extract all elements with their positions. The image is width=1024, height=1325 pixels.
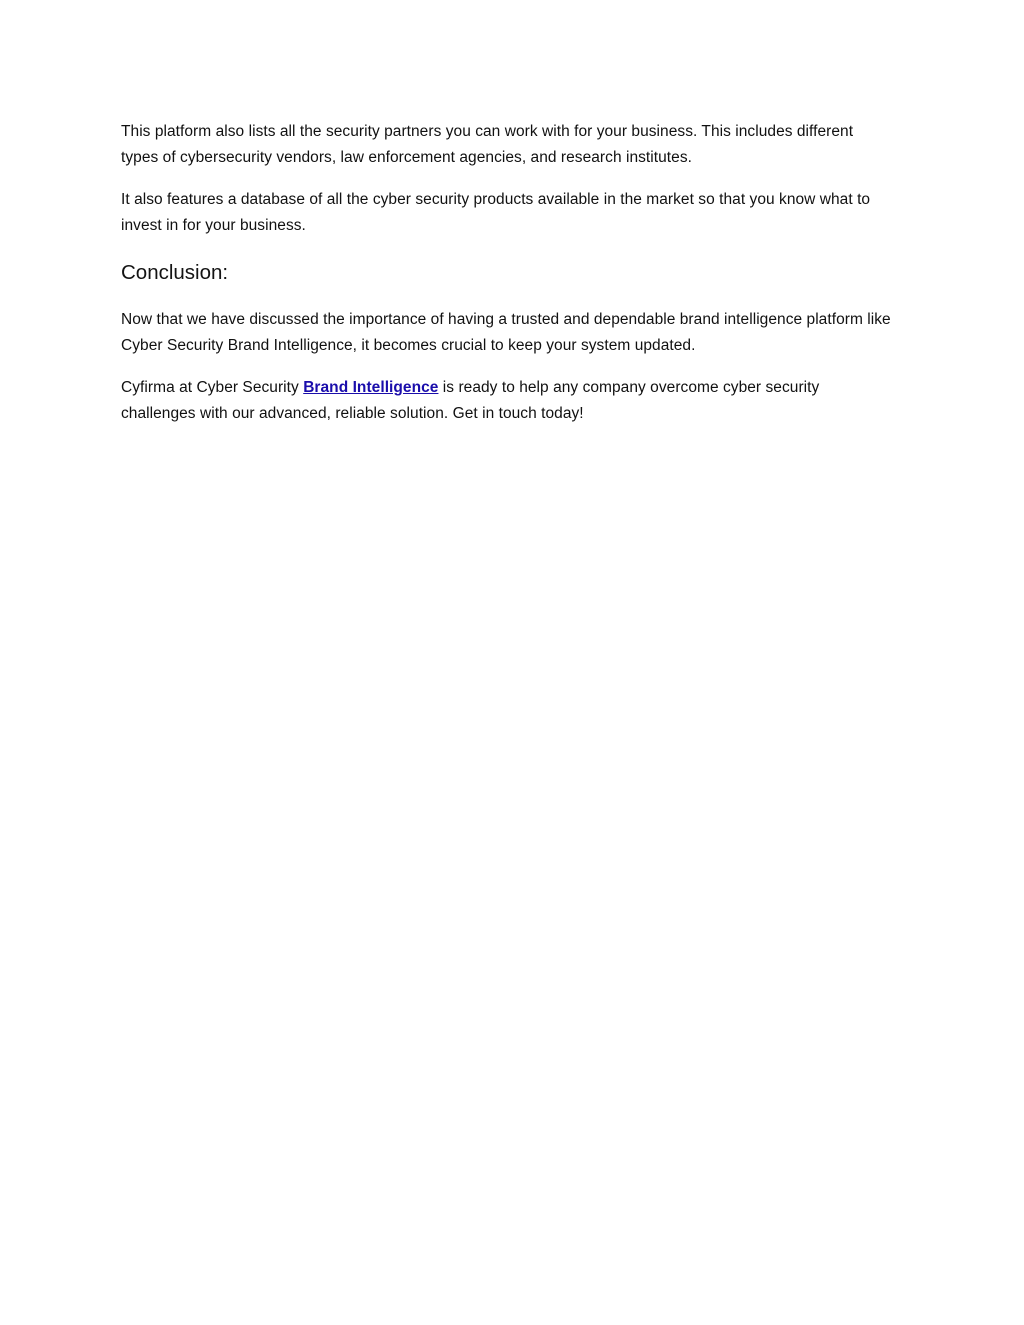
brand-intelligence-link[interactable]: Brand Intelligence	[303, 379, 439, 396]
paragraph-call-to-action	[121, 375, 891, 427]
document-body	[121, 119, 891, 443]
paragraph-conclusion: Now that we have discussed the importance of having a trusted and dependable brand intelligence platform like Cyber Security Brand Intelligence, it becomes crucial to keep your system updated.	[121, 311, 891, 354]
paragraph-product-database: It also features a database of all the cyber security products available in the market so that you know what to invest in for your business.	[121, 191, 871, 234]
section-heading-conclusion: Conclusion:	[121, 261, 229, 284]
paragraph-security-partners: This platform also lists all the security partners you can work with for your business. This includes different types of cybersecurity vendors, law enforcement agencies, and research institutes.	[121, 123, 854, 166]
cta-text-before-link: Cyfirma at Cyber Security	[121, 379, 304, 396]
cta-text-after-link: is ready to help any company overcome cyber security challenges with our advanced, reliable solution. Get in touch today!	[121, 379, 820, 422]
